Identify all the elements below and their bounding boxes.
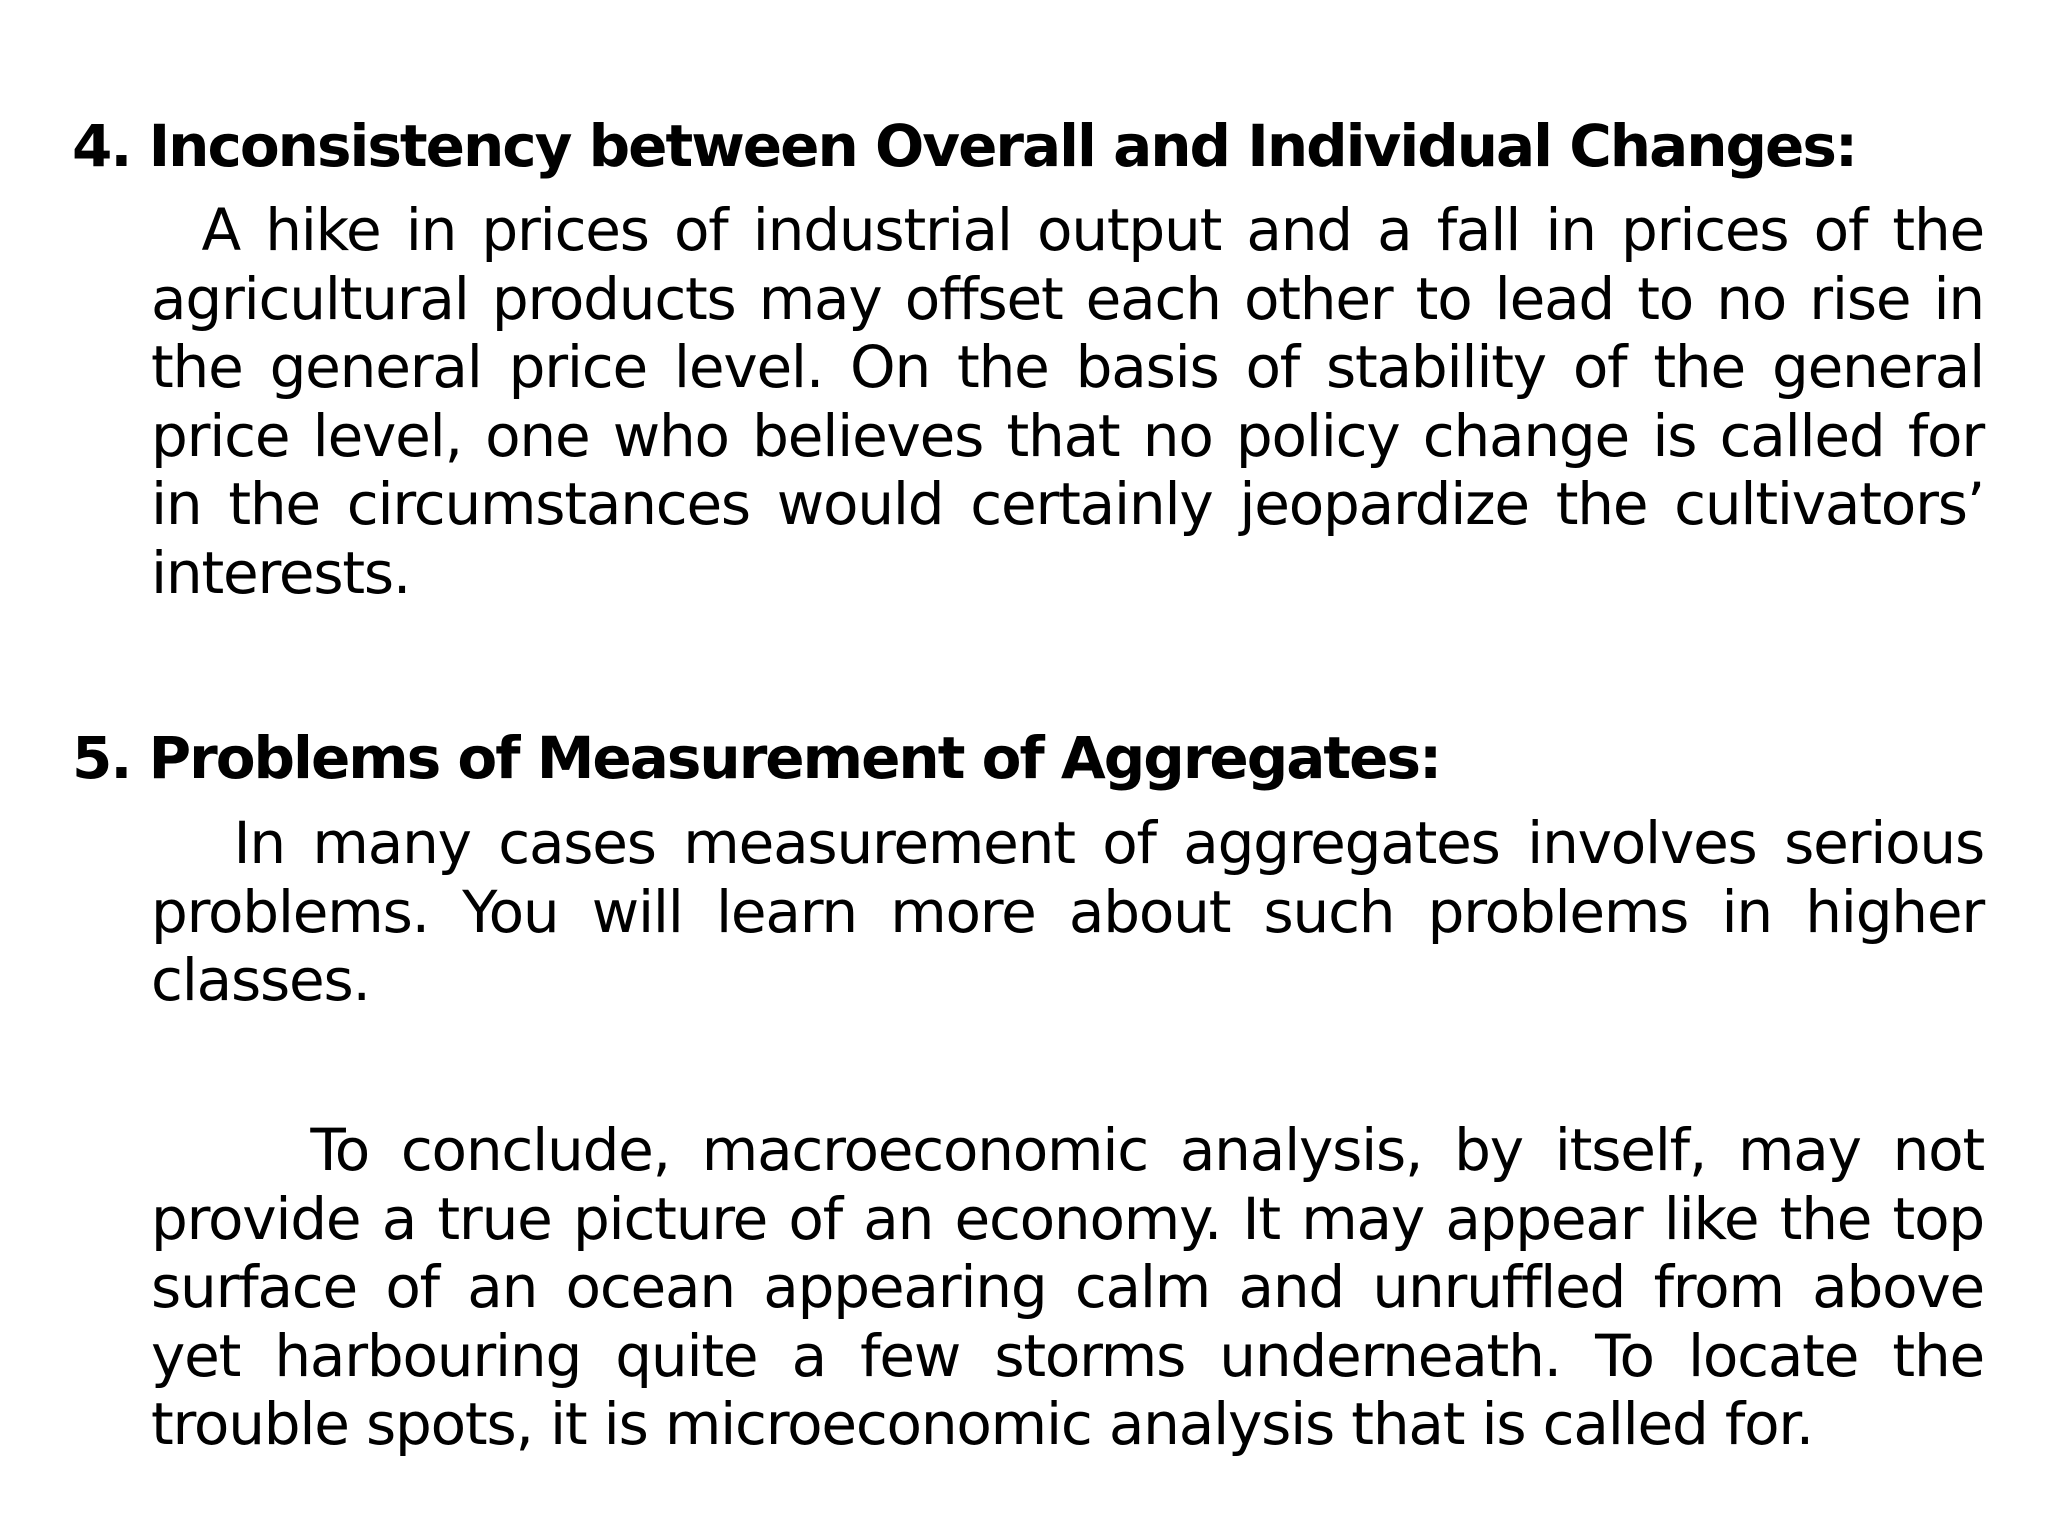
section-5-heading: 5. Problems of Measurement of Aggregates: — [72, 724, 1441, 792]
section-4-heading: 4. Inconsistency between Overall and Individual Changes: — [72, 112, 1857, 180]
section-5-paragraph: In many cases measurement of aggregates involves serious problems. You will learn more about such problems in higher classes. — [151, 809, 1984, 1014]
section-4-paragraph: A hike in prices of industrial output and a fall in prices of the agricultural products may offset each other to lead to no rise in the general price level. On the basis of stability of the general price level, one who believes that no policy change is called for in the circumstances would certainly jeopardize the cultivators’ interests. — [151, 196, 1984, 607]
conclusion-paragraph: To conclude, macroeconomic analysis, by itself, may not provide a true picture of an economy. It may appear like the top surface of an ocean appearing calm and unruffled from above yet harbouring quite a few storms underneath. To locate the trouble spots, it is microeconomic analysis that is called for. — [151, 1116, 1984, 1458]
